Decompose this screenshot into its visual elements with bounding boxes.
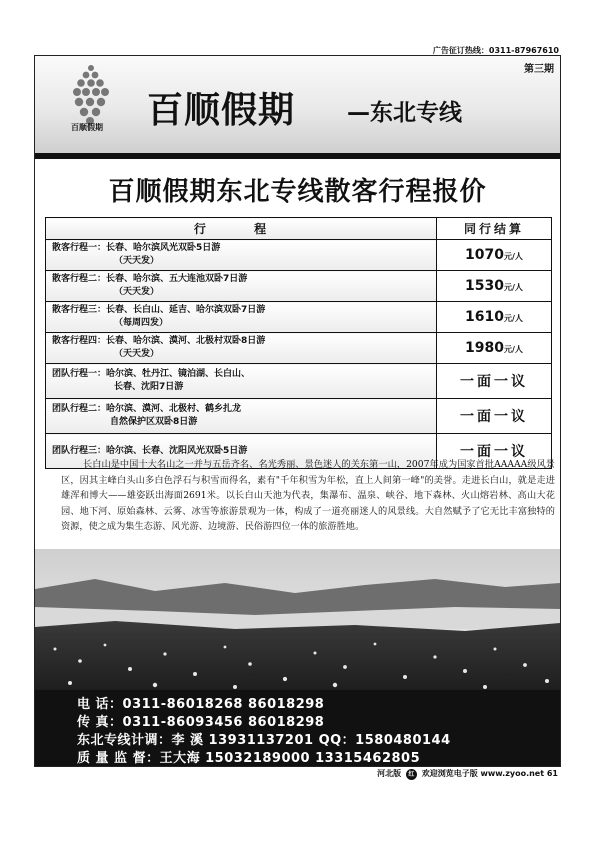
price-unit: 元/人 bbox=[504, 345, 523, 354]
route-schedule: （天天发） bbox=[114, 287, 160, 297]
landscape-photo bbox=[35, 549, 560, 691]
logo-text: 百顺假期 bbox=[71, 123, 103, 132]
route-desc: 散客行程三：长春、长白山、延吉、哈尔滨双卧7日游 bbox=[52, 305, 266, 315]
price-negotiable: 一面一议 bbox=[460, 409, 528, 425]
price-negotiable: 一面一议 bbox=[460, 444, 528, 460]
price-value: 1610 bbox=[465, 309, 505, 325]
price-value: 1530 bbox=[465, 278, 505, 294]
header-banner bbox=[35, 56, 560, 153]
price-cell bbox=[437, 240, 552, 271]
route-cell bbox=[46, 302, 437, 333]
changbai-description: 长白山是中国十大名山之一并与五岳齐名、名光秀丽、景色迷人的关东第一山，2007年成为国家首批AAAAA级风景区，因其主峰白头山多白色浮石与积雪而得名，素有"千年积雪为年松，直上人间第一峰"的美誉。走进长白山，就是走进雄浑和博大——雄姿跃出海面2691米。以长白山天池为代表，集瀑布、温泉、峡谷、地下森林、火山熔岩林、高山大花园、地下河、原始森林、云雾、冰雪等旅游景观为一体，构成了一道亮丽迷人的风景线。大自然赋予了它无比丰富独特的资源，使之成为集生态游、风光游、边境游、民俗游四位一体的旅游胜地。 bbox=[61, 459, 555, 533]
route-cell bbox=[46, 271, 437, 302]
table-row bbox=[46, 240, 552, 271]
route-desc: 散客行程一：长春、哈尔滨风光双卧5日游 bbox=[52, 243, 221, 253]
price-unit: 元/人 bbox=[504, 252, 523, 261]
table-row bbox=[46, 333, 552, 364]
price-column-header: 同行结算 bbox=[437, 218, 552, 240]
contact-planner: 东北专线计调：李 溪 13931137201 QQ：1580480144 bbox=[77, 733, 451, 748]
website-label: 欢迎浏览电子版 www.zyoo.net bbox=[421, 769, 545, 778]
price-negotiable: 一面一议 bbox=[460, 374, 528, 390]
brand-title: 百顺假期 bbox=[147, 90, 296, 131]
route-cell bbox=[46, 333, 437, 364]
price-unit: 元/人 bbox=[504, 283, 523, 292]
route-cell bbox=[46, 240, 437, 271]
route-desc: 散客行程二：长春、哈尔滨、五大连池双卧7日游 bbox=[52, 274, 248, 284]
route-desc: 团队行程一：哈尔滨、牡丹江、镜泊湖、长白山、 bbox=[52, 369, 251, 379]
route-cell bbox=[46, 399, 437, 434]
page-number: 61 bbox=[546, 769, 558, 778]
page-frame bbox=[34, 55, 561, 767]
route-schedule: （每周四发） bbox=[114, 318, 169, 328]
price-cell bbox=[437, 364, 552, 399]
price-value: 1980 bbox=[465, 340, 505, 356]
price-cell bbox=[437, 302, 552, 333]
ad-hotline: 广告征订热线：0311-87967610 bbox=[432, 46, 559, 55]
price-cell bbox=[437, 271, 552, 302]
route-desc: 团队行程三：哈尔滨、长春、沈阳风光双卧5日游 bbox=[52, 445, 248, 456]
route-column-header: 行 程 bbox=[46, 218, 437, 240]
route-desc: 散客行程四：长春、哈尔滨、漠河、北极村双卧8日游 bbox=[52, 336, 266, 346]
edition-badge-icon: 红 bbox=[406, 769, 417, 780]
table-row bbox=[46, 399, 552, 434]
price-unit: 元/人 bbox=[504, 314, 523, 323]
route-schedule: 自然保护区双卧8日游 bbox=[110, 417, 198, 427]
price-table bbox=[45, 217, 552, 469]
price-cell bbox=[437, 333, 552, 364]
route-cell bbox=[46, 364, 437, 399]
contact-supervisor: 质 量 监 督：王大海 15032189000 13315462805 bbox=[77, 751, 421, 766]
contact-phone: 电 话：0311-86018268 86018298 bbox=[77, 697, 325, 712]
table-row bbox=[46, 302, 552, 333]
contact-panel bbox=[35, 690, 560, 766]
table-header bbox=[46, 218, 552, 240]
price-value: 1070 bbox=[465, 247, 505, 263]
route-schedule: （天天发） bbox=[114, 349, 160, 359]
route-desc: 团队行程二：哈尔滨、漠河、北极村、鹤乡扎龙 bbox=[52, 404, 242, 414]
page-title: 百顺假期东北专线散客行程报价 bbox=[108, 177, 487, 207]
edition-label: 河北版 bbox=[377, 769, 402, 778]
contact-fax: 传 真：0311-86093456 86018298 bbox=[77, 715, 325, 730]
route-schedule: 长春、沈阳7日游 bbox=[114, 382, 184, 392]
route-title: —东北专线 bbox=[347, 100, 462, 126]
table-row bbox=[46, 271, 552, 302]
issue-number: 第三期 bbox=[524, 64, 554, 75]
price-cell bbox=[437, 399, 552, 434]
route-schedule: （天天发） bbox=[114, 256, 160, 266]
page-footer bbox=[0, 768, 558, 780]
table-row bbox=[46, 364, 552, 399]
header-divider bbox=[35, 153, 560, 159]
grape-logo-icon bbox=[69, 62, 113, 126]
